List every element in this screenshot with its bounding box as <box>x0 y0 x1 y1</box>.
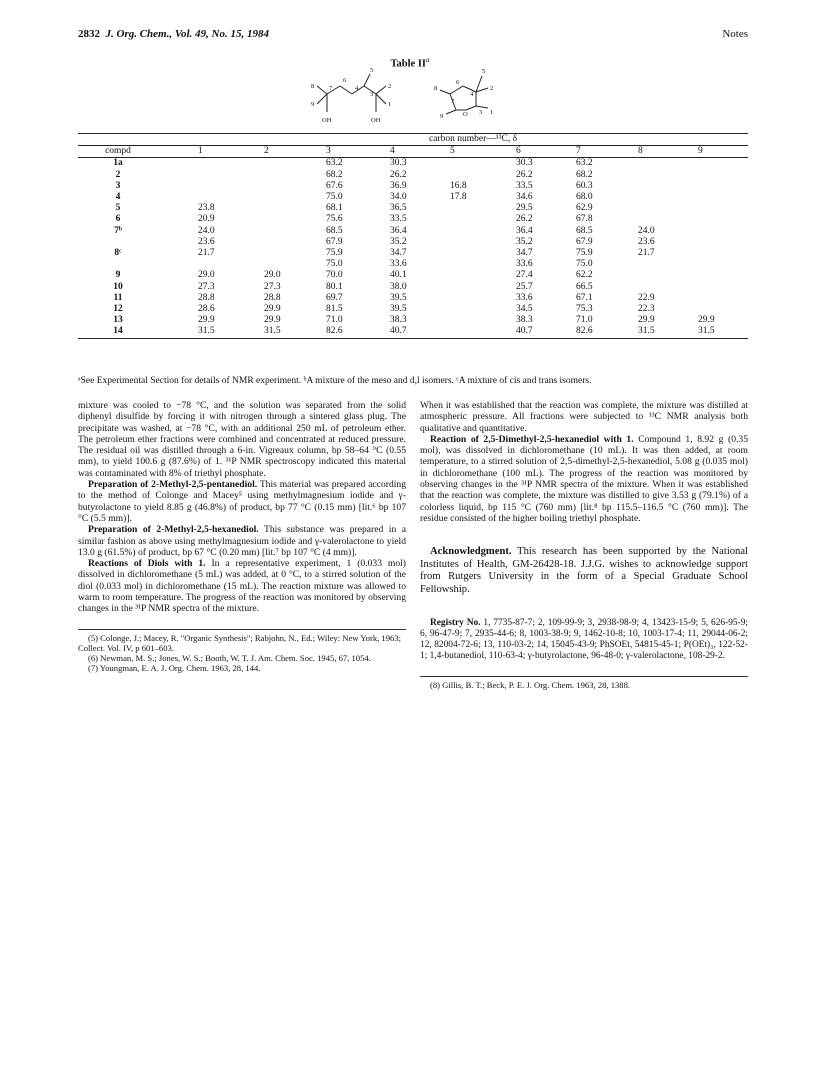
shift-cell <box>450 282 516 293</box>
reference-item: (6) Newman, M. S.; Jones, W. S.; Booth, W. T. J. Am. Chem. Soc. 1945, 67, 1054. <box>88 653 371 663</box>
paragraph-body: This material was prepared according to the method of Colonge and Macey⁵ using methylmagnesium iodide and γ-butyrolactone to yield 8.85 g (46.8%) of product, bp 77 °C (0.15 mm) [lit.⁶ bp 107 °C (5.5 mm)]. <box>78 479 406 524</box>
shift-cell: 27.4 <box>516 270 533 281</box>
shift-cell: 38.3 <box>516 315 533 326</box>
compd-cell: 5 <box>115 203 121 214</box>
shift-cell: 20.9 <box>198 214 215 225</box>
shift-cell: 16.8 <box>450 180 467 191</box>
table-row <box>78 304 748 315</box>
shift-cell <box>638 170 698 181</box>
journal-citation: J. Org. Chem., Vol. 49, No. 15, 1984 <box>105 28 269 40</box>
paragraph-body: In a representative experiment, 1 (0.033 mol) dissolved in dichloromethane (5 mL) was added, at 0 °C, to a stirred solution of the diol (0.033 mol) in dichloromethane (15 mL). The reaction mixture was allowed to warm to room temperature. The progress of the reaction was monitored by observing changes in the ³¹P NMR spectra of the mixture. <box>78 558 406 615</box>
acknowledgment-body: This research has been supported by the National Institutes of Health, GM-26428-18. J.J.G. wishes to acknowledge support from Rutgers University in the form of a Special Graduate School Fellowship. <box>420 546 748 595</box>
ether-label: 9 <box>440 113 444 120</box>
shift-cell: 24.0 <box>198 225 215 236</box>
body-paragraph: mixture was cooled to −78 °C, and the solution was separated from the solid diphenyl disulfide by forcing it with nitrogen through a sintered glass plug. The precipitate was washed, at −78 °C, with an additional 250 mL of petroleum ether. The petroleum ether fractions were combined and concentrated at reduced pressure. The residual oil was distilled through a 6-in. Vigreaux column, bp 58–64 °C (0.55 mm), to yield 100.6 g (87.6%) of 1. ³¹P NMR spectroscopy indicated this material was contaminated with 8% of triethyl phosphate. <box>78 400 406 479</box>
shift-cell: 68.2 <box>576 169 593 180</box>
shift-cell <box>450 158 516 170</box>
shift-cell <box>198 259 264 270</box>
ether-label: 8 <box>434 85 438 92</box>
shift-cell <box>698 226 748 237</box>
column-header: 9 <box>698 146 748 158</box>
column-header: 1 <box>198 146 264 158</box>
shift-cell <box>264 158 326 170</box>
shift-cell: 67.9 <box>326 236 343 247</box>
ether-label: 2 <box>490 85 494 92</box>
shift-cell: 38.0 <box>390 281 407 292</box>
shift-cell: 36.4 <box>516 225 533 236</box>
diol-label: 3 <box>370 91 374 98</box>
table-body <box>78 158 748 338</box>
diol-structure <box>317 74 386 112</box>
ether-label: 5 <box>482 68 486 75</box>
table-row <box>78 248 748 259</box>
compd-header: compd <box>78 146 198 158</box>
shift-cell: 34.0 <box>390 192 407 203</box>
shift-cell <box>264 237 326 248</box>
body-paragraph <box>78 558 406 614</box>
table-footnote: ᵃSee Experimental Section for details of NMR experiment. ᵇA mixture of the meso and d,l isomers. ᶜA mixture of cis and trans isomers. <box>78 376 592 386</box>
shift-cell: 33.6 <box>516 259 533 270</box>
ether-label: 1 <box>490 109 494 116</box>
shift-cell <box>698 214 748 225</box>
shift-cell: 80.1 <box>326 281 343 292</box>
paragraph-body: This substance was prepared in a similar fashion as above using methylmagnesium iodide and γ-valerolactone to yield 13.0 g (61.5%) of product, bp 67 °C (0.20 mm) [lit.⁷ bp 107 °C (4 mm)]. <box>78 524 406 558</box>
column-header: 2 <box>264 146 326 158</box>
registry-heading: Registry No. <box>430 618 481 628</box>
ether-label: 4 <box>470 91 474 98</box>
shift-cell: 75.3 <box>576 304 593 315</box>
shift-cell <box>450 270 516 281</box>
shift-cell <box>264 248 326 259</box>
diol-label: 6 <box>343 77 347 84</box>
shift-cell <box>698 282 748 293</box>
shift-cell <box>638 181 698 192</box>
shift-cell: 23.8 <box>198 203 215 214</box>
structure-diagrams <box>300 66 530 130</box>
shift-cell: 22.3 <box>638 304 655 315</box>
shift-cell: 68.0 <box>576 192 593 203</box>
shift-cell: 33.6 <box>516 292 533 303</box>
shift-cell <box>264 203 326 214</box>
column-header: 4 <box>390 146 450 158</box>
shift-cell: 22.9 <box>638 292 655 303</box>
shift-cell <box>638 259 698 270</box>
shift-cell <box>198 158 264 170</box>
shift-cell <box>198 181 264 192</box>
column-header: 3 <box>326 146 390 158</box>
shift-cell: 26.2 <box>516 214 533 225</box>
shift-cell: 60.3 <box>576 180 593 191</box>
shift-cell <box>698 158 748 170</box>
shift-cell: 71.0 <box>576 315 593 326</box>
shift-cell <box>698 192 748 203</box>
page-number: 2832 <box>78 28 100 40</box>
shift-cell: 27.3 <box>198 281 215 292</box>
shift-cell: 36.5 <box>390 203 407 214</box>
diol-label: 4 <box>355 85 359 92</box>
ether-label: 3 <box>479 109 483 116</box>
shift-cell: 29.9 <box>264 304 281 315</box>
table-row <box>78 315 748 326</box>
shift-cell: 25.7 <box>516 281 533 292</box>
carbon-number-header: carbon number—¹³C, δ <box>198 134 748 146</box>
shift-cell: 21.7 <box>638 248 655 259</box>
diol-label: 1 <box>388 101 392 108</box>
shift-cell: 70.0 <box>326 270 343 281</box>
compd-cell: 8ᶜ <box>114 248 122 259</box>
table-row <box>78 237 748 248</box>
shift-cell <box>638 203 698 214</box>
shift-cell: 21.7 <box>198 248 215 259</box>
column-header: 5 <box>450 146 516 158</box>
references-right <box>420 676 748 690</box>
shift-cell <box>638 270 698 281</box>
body-paragraph <box>78 479 406 524</box>
shift-cell: 67.6 <box>326 180 343 191</box>
shift-cell <box>638 192 698 203</box>
shift-cell: 68.1 <box>326 203 343 214</box>
shift-cell: 75.0 <box>576 259 593 270</box>
shift-cell <box>450 304 516 315</box>
registry-numbers <box>420 618 748 662</box>
shift-cell: 29.0 <box>264 270 281 281</box>
shift-cell: 33.5 <box>516 180 533 191</box>
shift-cell: 75.0 <box>326 192 343 203</box>
acknowledgment <box>420 546 748 596</box>
compd-cell: 1a <box>113 158 123 169</box>
column-header: 8 <box>638 146 698 158</box>
shift-cell: 82.6 <box>326 326 390 338</box>
shift-cell: 17.8 <box>450 192 467 203</box>
table-row <box>78 259 748 270</box>
ether-label: O <box>463 111 468 118</box>
shift-cell: 35.2 <box>516 236 533 247</box>
diol-label: OH <box>322 117 332 124</box>
shift-cell <box>264 214 326 225</box>
compd-cell: 7ᵇ <box>114 225 122 236</box>
shift-cell <box>698 237 748 248</box>
shift-cell <box>698 270 748 281</box>
shift-cell: 29.0 <box>198 270 215 281</box>
shift-cell <box>638 214 698 225</box>
registry-body: 1, 7735-87-7; 2, 109-99-9; 3, 2938-98-9; 4, 13423-15-9; 5, 626-95-9; 6, 96-47-9; 7, 2935-44-6; 8, 1003-38-9; 9, 1462-10-8; 10, 1003-17-4; 11, 29044-06-2; 12, 82004-72-6; 13, 110-03-2; 14, 15045-43-9; PhSOEt, 54815-45-1; P(OEt)₃, 122-52-1; 1,4-butanediol, 110-63-4; γ-butyrolactone, 96-48-0; γ-valerolactone, 108-29-2. <box>420 618 748 661</box>
shift-cell: 36.4 <box>390 225 407 236</box>
shift-cell: 36.9 <box>390 180 407 191</box>
shift-cell <box>698 170 748 181</box>
diol-label: 5 <box>370 67 374 74</box>
compd-cell: 11 <box>113 292 123 303</box>
shift-cell <box>264 192 326 203</box>
compd-cell <box>78 259 198 270</box>
compd-cell: 12 <box>113 304 123 315</box>
table-row <box>78 170 748 181</box>
shift-cell: 29.9 <box>198 315 215 326</box>
compd-cell: 2 <box>115 169 121 180</box>
shift-cell: 29.9 <box>638 315 655 326</box>
column-header: 7 <box>576 146 638 158</box>
shift-cell <box>698 203 748 214</box>
right-column <box>420 400 748 524</box>
diol-label: OH <box>371 117 381 124</box>
shift-cell: 69.7 <box>326 292 343 303</box>
reference-item: (5) Colonge, J.; Macey, R. "Organic Synthesis"; Rabjohn, N., Ed.; Wiley: New York, 1963; Collect. Vol. IV, p 601–603. <box>78 633 401 653</box>
table-row <box>78 203 748 214</box>
paragraph-body: Compound 1, 8.92 g (0.35 mol), was dissolved in dichloromethane (10 mL). It was then added, at room temperature, to a stirred solution of 2,5-dimethyl-2,5-hexanediol, 5.08 g (0.035 mol) in dichloromethane (100 mL). The progress of the reaction was monitored by observing changes in the ³¹P NMR spectra of the mixture. When it was established that the reaction was complete, the mixture was distilled to give 3.53 g (79.1%) of a colorless liquid, bp 115 °C (760 mm) [lit.⁸ bp 115.5–116.5 °C (760 mm)]. The residue consisted of the higher boiling triethyl phosphate. <box>420 433 748 524</box>
table-row <box>78 214 748 225</box>
shift-cell: 23.6 <box>638 236 655 247</box>
shift-cell: 63.2 <box>576 158 593 169</box>
shift-cell: 75.9 <box>326 248 343 259</box>
compd-cell: 3 <box>115 180 121 191</box>
shift-cell <box>450 237 516 248</box>
shift-cell <box>638 282 698 293</box>
shift-cell: 82.6 <box>576 326 638 338</box>
shift-cell: 35.2 <box>390 236 407 247</box>
shift-cell: 68.2 <box>326 169 343 180</box>
table-row <box>78 192 748 203</box>
reference-item: (7) Youngman, E. A. J. Org. Chem. 1963, 28, 144. <box>88 663 261 673</box>
shift-cell: 33.5 <box>390 214 407 225</box>
shift-cell: 26.2 <box>516 169 533 180</box>
table-row <box>78 270 748 281</box>
compd-cell: 10 <box>113 281 123 292</box>
shift-cell: 62.2 <box>576 270 593 281</box>
shift-cell <box>450 203 516 214</box>
shift-cell: 68.5 <box>326 225 343 236</box>
shift-cell: 24.0 <box>638 225 655 236</box>
shift-cell: 39.5 <box>390 292 407 303</box>
shift-cell: 31.5 <box>698 326 748 338</box>
shift-cell <box>450 293 516 304</box>
section-name: Notes <box>722 28 748 40</box>
shift-cell <box>264 181 326 192</box>
nmr-table <box>78 133 748 339</box>
shift-cell <box>450 248 516 259</box>
diol-label: 7 <box>329 85 333 92</box>
shift-cell <box>698 304 748 315</box>
shift-cell: 30.3 <box>516 158 533 169</box>
shift-cell: 33.6 <box>390 259 407 270</box>
shift-cell <box>698 293 748 304</box>
shift-cell: 40.1 <box>390 270 407 281</box>
table-row <box>78 293 748 304</box>
table-row <box>78 226 748 237</box>
shift-cell <box>450 315 516 326</box>
compd-cell: 9 <box>115 270 121 281</box>
paragraph-heading: Reaction of 2,5-Dimethyl-2,5-hexanediol with 1. <box>430 433 634 445</box>
running-head <box>78 28 269 40</box>
shift-cell: 28.8 <box>198 292 215 303</box>
shift-cell: 40.7 <box>390 326 450 338</box>
body-paragraph <box>78 524 406 558</box>
shift-cell: 31.5 <box>264 326 326 338</box>
table-head-blank <box>78 134 198 146</box>
shift-cell: 29.9 <box>264 315 281 326</box>
reference-item: (8) Gillis, B. T.; Beck, P. E. J. Org. Chem. 1963, 28, 1388. <box>430 680 631 690</box>
shift-cell: 62.9 <box>576 203 593 214</box>
compd-cell: 13 <box>113 315 123 326</box>
paragraph-heading: Reactions of Diols with 1. <box>88 558 206 570</box>
compd-cell <box>78 237 198 248</box>
shift-cell <box>450 226 516 237</box>
shift-cell: 27.3 <box>264 281 281 292</box>
shift-cell: 81.5 <box>326 304 343 315</box>
shift-cell: 26.2 <box>390 169 407 180</box>
shift-cell: 38.3 <box>390 315 407 326</box>
shift-cell: 31.5 <box>198 326 264 338</box>
shift-cell: 68.5 <box>576 225 593 236</box>
diol-label: 8 <box>311 83 315 90</box>
compd-cell: 4 <box>115 192 121 203</box>
shift-cell <box>264 170 326 181</box>
table-row <box>78 282 748 293</box>
compd-cell: 14 <box>78 326 198 338</box>
table-row <box>78 158 748 170</box>
shift-cell: 34.5 <box>516 304 533 315</box>
body-paragraph: When it was established that the reaction was complete, the mixture was distilled at atmospheric pressure. All fractions were subjected to ¹³C NMR analysis both qualitative and quantitative. <box>420 400 748 434</box>
shift-cell <box>698 259 748 270</box>
table-title-note-mark: a <box>426 56 430 64</box>
paragraph-heading: Preparation of 2-Methyl-2,5-pentanediol. <box>88 479 258 491</box>
shift-cell: 30.3 <box>390 158 407 169</box>
column-header: 6 <box>516 146 576 158</box>
acknowledgment-heading: Acknowledgment. <box>430 546 512 557</box>
paragraph-heading: Preparation of 2-Methyl-2,5-hexanediol. <box>88 524 259 536</box>
shift-cell: 29.5 <box>516 203 533 214</box>
shift-cell <box>450 170 516 181</box>
shift-cell: 28.8 <box>264 292 281 303</box>
shift-cell: 66.5 <box>576 281 593 292</box>
shift-cell <box>638 158 698 170</box>
shift-cell: 75.6 <box>326 214 343 225</box>
shift-cell: 40.7 <box>516 326 576 338</box>
shift-cell: 31.5 <box>638 326 698 338</box>
shift-cell <box>198 192 264 203</box>
shift-cell <box>698 181 748 192</box>
shift-cell: 67.8 <box>576 214 593 225</box>
shift-cell: 34.7 <box>516 248 533 259</box>
table-title-text: Table II <box>390 58 426 70</box>
ether-label: 7 <box>451 98 455 105</box>
body-paragraph <box>420 434 748 524</box>
table-row <box>78 181 748 192</box>
shift-cell: 28.6 <box>198 304 215 315</box>
shift-cell <box>450 259 516 270</box>
ether-label: 6 <box>456 79 460 86</box>
diol-label: 2 <box>388 83 392 90</box>
shift-cell <box>698 248 748 259</box>
diol-label: 9 <box>311 101 315 108</box>
shift-cell: 71.0 <box>326 315 343 326</box>
page-header <box>78 28 748 44</box>
shift-cell: 75.0 <box>326 259 343 270</box>
shift-cell: 34.6 <box>516 192 533 203</box>
left-column <box>78 400 406 615</box>
shift-cell: 39.5 <box>390 304 407 315</box>
shift-cell: 63.2 <box>326 158 343 169</box>
shift-cell: 23.6 <box>198 236 215 247</box>
shift-cell <box>450 326 516 338</box>
shift-cell: 75.9 <box>576 248 593 259</box>
shift-cell <box>450 214 516 225</box>
table-row <box>78 326 748 338</box>
shift-cell <box>264 226 326 237</box>
shift-cell: 29.9 <box>698 315 715 326</box>
shift-cell: 67.1 <box>576 292 593 303</box>
compd-cell: 6 <box>115 214 121 225</box>
shift-cell <box>198 170 264 181</box>
shift-cell: 67.9 <box>576 236 593 247</box>
shift-cell <box>264 259 326 270</box>
shift-cell: 34.7 <box>390 248 407 259</box>
references-left <box>78 629 406 673</box>
